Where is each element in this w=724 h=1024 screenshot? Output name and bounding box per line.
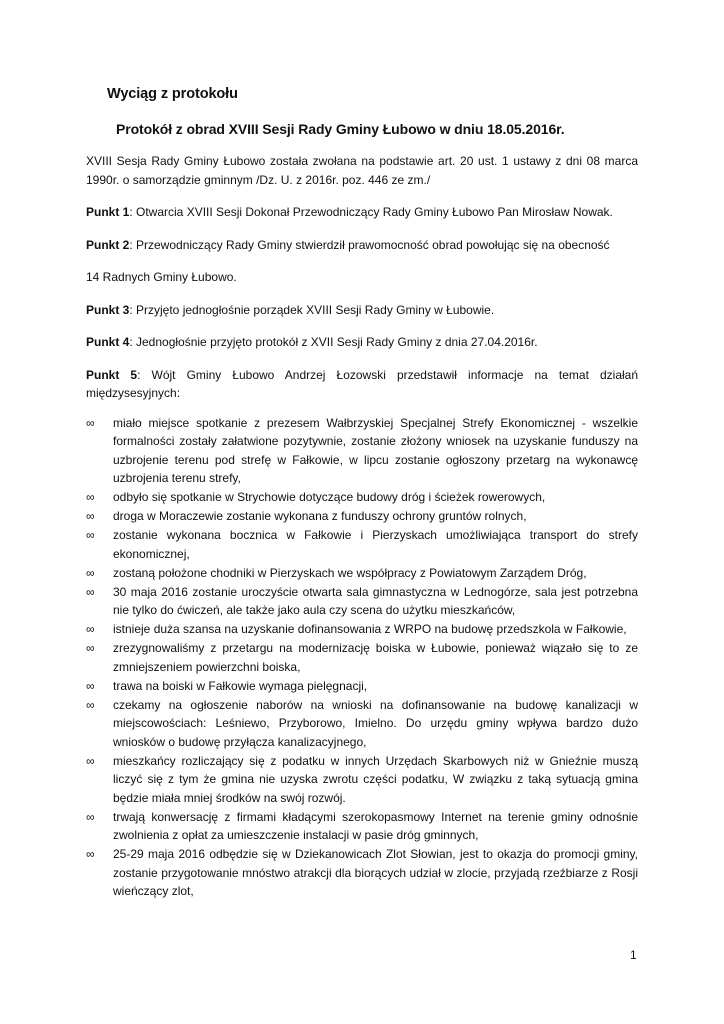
point-2-continuation [86, 268, 638, 287]
point-text: : Otwarcia XVIII Sesji Dokonał Przewodniczący Rady Gminy Łubowo Pan Mirosław Nowak. [129, 205, 613, 219]
list-item-text: zostaną położone chodniki w Pierzyskach we współpracy z Powiatowym Zarządem Dróg, [113, 565, 587, 580]
infinity-bullet-icon: ∞ [86, 697, 95, 712]
list-item-text: zostanie wykonana bocznica w Fałkowie i Pierzyskach umożliwiająca transport do strefy ekonomicznej, [113, 528, 638, 561]
list-item [86, 808, 638, 845]
point-text: : Wójt Gminy Łubowo Andrzej Łozowski przedstawił informacje na temat działań międzysesyjnych: [86, 367, 639, 400]
point-label: Punkt 4 [86, 335, 130, 349]
document-body [86, 152, 638, 901]
infinity-bullet-icon: ∞ [86, 490, 95, 504]
list-item [86, 639, 638, 676]
infinity-bullet-icon: ∞ [86, 509, 95, 523]
list-item-text: czekamy na ogłoszenie naborów na wnioski na dofinansowanie na budowę kanalizacji w miejscowościach: Leśniewo, Przyborowo, Imielno. Do urzędu gminy wpływa bardzo dużo wniosków o budowę przyłącza kanalizacyjnego, [113, 697, 638, 749]
list-item [86, 583, 638, 620]
point-5 [86, 366, 638, 403]
infinity-bullet-icon: ∞ [86, 641, 95, 655]
list-item [86, 677, 638, 696]
list-item [86, 526, 638, 563]
page-number: 1 [630, 948, 637, 962]
point-label: Punkt 5 [86, 367, 138, 382]
list-item [86, 620, 638, 639]
point-text: : Przewodniczący Rady Gminy stwierdził prawomocność obrad powołując się na obecność [129, 237, 610, 252]
list-item-text: miało miejsce spotkanie z prezesem Wałbrzyskiej Specjalnej Strefy Ekonomicznej - wszelkie formalności zostały załatwione pozytywnie, zostanie złożony wniosek na uzyskanie funduszy na uzbrojenie terenu pod strefę w Fałkowie, w lipcu zostanie ogłoszony przetarg na wykonawcę uzbrojenia terenu strefy, [113, 415, 638, 485]
intro-paragraph: XVIII Sesja Rady Gminy Łubowo została zwołana na podstawie art. 20 ust. 1 ustawy z dni 08 marca 1990r. o samorządzie gminnym /Dz. U. z 2016r. poz. 446 ze zm./ [86, 154, 638, 187]
list-item [86, 564, 638, 583]
point-label: Punkt 1 [86, 205, 130, 219]
list-item-text: 30 maja 2016 zostanie uroczyście otwarta sala gimnastyczna w Lednogórze, sala jest potrzebna nie tylko do ćwiczeń, ale także jako aula czy scena do użytku mieszkańców, [113, 584, 638, 617]
list-item-text: droga w Moraczewie zostanie wykonana z funduszy ochrony gruntów rolnych, [113, 509, 527, 523]
document-subtitle: Protokół z obrad XVIII Sesji Rady Gminy Łubowo w dniu 18.05.2016r. [116, 121, 565, 137]
list-item-text: istnieje duża szansa na uzyskanie dofinansowania z WRPO na budowę przedszkola w Fałkowie, [113, 622, 627, 636]
list-item-text: trawa na boiski w Fałkowie wymaga pielęgnacji, [113, 678, 368, 693]
point-4 [86, 333, 638, 352]
infinity-bullet-icon: ∞ [86, 809, 95, 824]
point-text: : Przyjęto jednogłośnie porządek XVIII Sesji Rady Gminy w Łubowie. [129, 302, 495, 317]
point-1 [86, 203, 638, 222]
list-item-text: odbyło się spotkanie w Strychowie dotyczące budowy dróg i ścieżek rowerowych, [113, 490, 546, 504]
list-item [86, 488, 638, 507]
bullet-list [86, 414, 638, 901]
list-item-text: zrezygnowaliśmy z przetargu na modernizację boiska w Łubowie, ponieważ wiązało się to ze zmniejszeniem powierzchni boiska, [113, 641, 638, 674]
infinity-bullet-icon: ∞ [86, 678, 95, 693]
point-label: Punkt 3 [86, 302, 130, 317]
infinity-bullet-icon: ∞ [86, 622, 95, 636]
infinity-bullet-icon: ∞ [86, 847, 95, 861]
list-item [86, 752, 638, 808]
list-item-text: mieszkańcy rozliczający się z podatku w innych Urzędach Skarbowych niż w Gnieźnie muszą liczyć się z tym że gmina nie uzyska zwrotu części podatku, W związku z taką sytuacją gmina będzie miała mniej środków na swój rozwój. [113, 753, 638, 805]
list-item [86, 414, 638, 488]
document-title: Wyciąg z protokołu [107, 86, 238, 102]
list-item [86, 507, 638, 526]
infinity-bullet-icon: ∞ [86, 753, 95, 768]
infinity-bullet-icon: ∞ [86, 565, 95, 580]
list-item [86, 696, 638, 752]
point-text: 14 Radnych Gminy Łubowo. [86, 270, 237, 284]
list-item [86, 845, 638, 901]
infinity-bullet-icon: ∞ [86, 415, 95, 430]
point-2 [86, 236, 638, 255]
point-3 [86, 301, 638, 320]
point-text: : Jednogłośnie przyjęto protokół z XVII Sesji Rady Gminy z dnia 27.04.2016r. [129, 335, 538, 349]
list-item-text: 25-29 maja 2016 odbędzie się w Dziekanowicach Zlot Słowian, jest to okazja do promocji gminy, zostanie przygotowanie mnóstwo atrakcji dla biorących udział w zlocie, przyjadą rzeźbiarze z Rosji wieńczący zlot, [113, 847, 638, 898]
list-item-text: trwają konwersację z firmami kładącymi szerokopasmowy Internet na terenie gminy odnośnie zwolnienia z opłat za umieszczenie instalacji w pasie dróg gminnych, [113, 809, 638, 842]
point-label: Punkt 2 [86, 237, 130, 252]
infinity-bullet-icon: ∞ [86, 528, 95, 542]
infinity-bullet-icon: ∞ [86, 584, 95, 599]
